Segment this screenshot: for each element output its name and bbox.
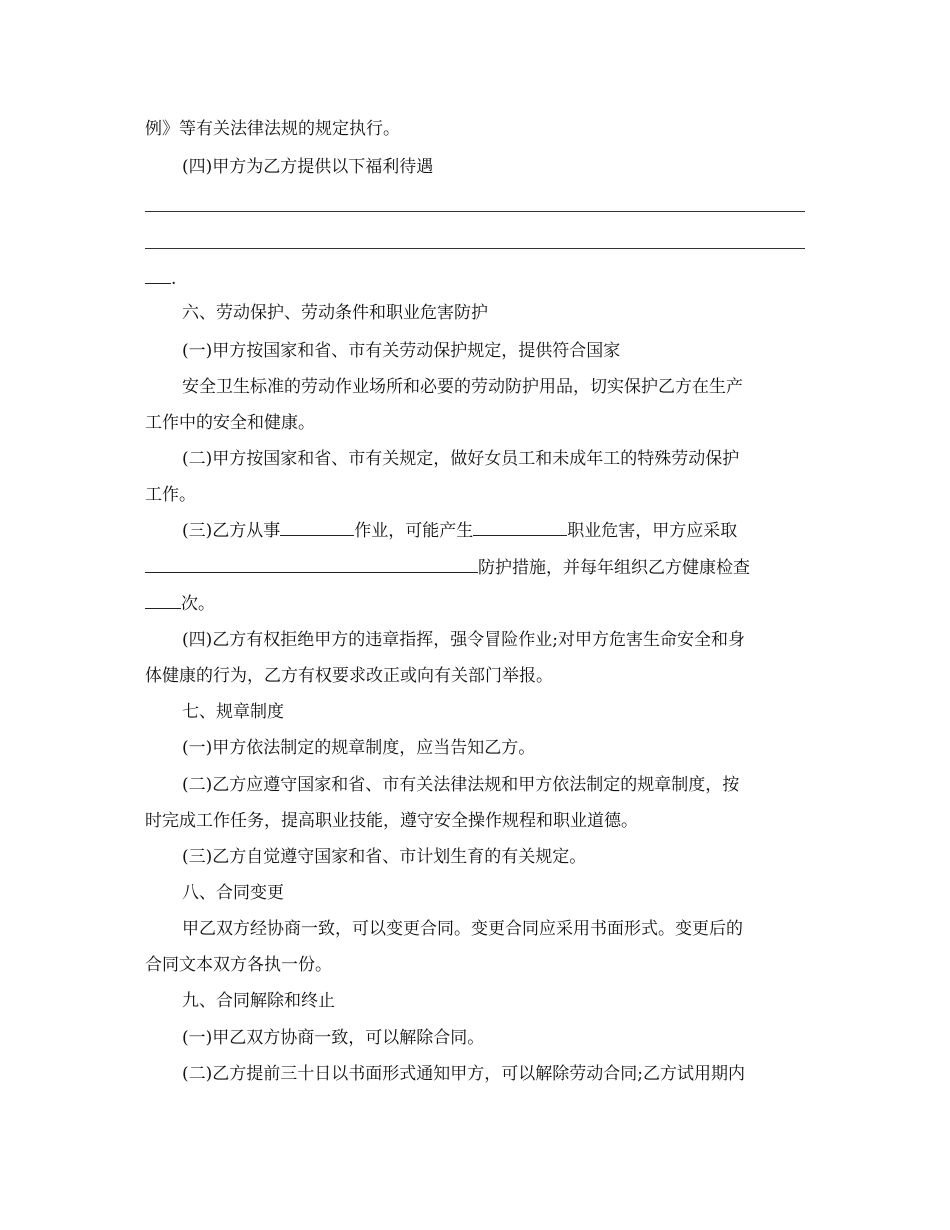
blank-underline xyxy=(145,557,478,573)
blank-underline xyxy=(280,520,354,536)
text-line: 工作中的安全和健康。 xyxy=(145,413,315,433)
text-line: (一)甲方按国家和省、市有关劳动保护规定，提供符合国家 xyxy=(182,341,621,361)
section-heading: 九、合同解除和终止 xyxy=(182,991,335,1011)
text-line: 合同文本双方各执一份。 xyxy=(145,955,332,975)
text-line xyxy=(182,520,737,542)
text-line: 时完成工作任务，提高职业技能，遵守安全操作规程和职业道德。 xyxy=(145,811,638,831)
text-line: (一)甲方依法制定的规章制度，应当告知乙方。 xyxy=(182,738,536,758)
text-line: (二)甲方按国家和省、市有关规定，做好女员工和未成年工的特殊劳动保护 xyxy=(182,449,740,469)
text-fragment: 职业危害，甲方应采取 xyxy=(567,521,738,541)
text-fragment: 防护措施，并每年组织乙方健康检查 xyxy=(478,558,750,578)
text-line: (四)乙方有权拒绝甲方的违章指挥，强令冒险作业;对甲方危害生命安全和身 xyxy=(182,630,745,650)
text-fragment: (三)乙方从事 xyxy=(182,521,281,541)
text-line xyxy=(145,557,750,579)
text-line: 工作。 xyxy=(145,485,196,505)
text-fragment: . xyxy=(171,269,177,289)
text-line: (二)乙方提前三十日以书面形式通知甲方，可以解除劳动合同;乙方试用期内 xyxy=(182,1064,745,1084)
text-fragment: 次。 xyxy=(181,594,215,614)
text-line: (四)甲方为乙方提供以下福利待遇 xyxy=(182,157,434,177)
section-heading: 六、劳动保护、劳动条件和职业危害防护 xyxy=(182,303,488,323)
blank-underline xyxy=(145,268,171,284)
text-line xyxy=(145,268,176,290)
blank-underline xyxy=(473,520,567,536)
text-fragment: 作业，可能产生 xyxy=(354,521,474,541)
blank-fill-line xyxy=(145,211,805,212)
blank-underline xyxy=(145,593,181,609)
text-line: (三)乙方自觉遵守国家和省、市计划生育的有关规定。 xyxy=(182,847,587,867)
text-line: (二)乙方应遵守国家和省、市有关法律法规和甲方依法制定的规章制度，按 xyxy=(182,775,740,795)
text-line: 例》等有关法律法规的规定执行。 xyxy=(145,119,400,139)
text-line: (一)甲乙双方协商一致，可以解除合同。 xyxy=(182,1028,485,1048)
text-line: 甲乙双方经协商一致，可以变更合同。变更合同应采用书面形式。变更后的 xyxy=(182,919,743,939)
section-heading: 七、规章制度 xyxy=(182,702,284,722)
text-line: 体健康的行为，乙方有权要求改正或向有关部门举报。 xyxy=(145,666,553,686)
text-line xyxy=(145,593,215,615)
section-heading: 八、合同变更 xyxy=(182,883,284,903)
blank-fill-line xyxy=(145,248,805,249)
text-line: 安全卫生标准的劳动作业场所和必要的劳动防护用品，切实保护乙方在生产 xyxy=(182,377,743,397)
